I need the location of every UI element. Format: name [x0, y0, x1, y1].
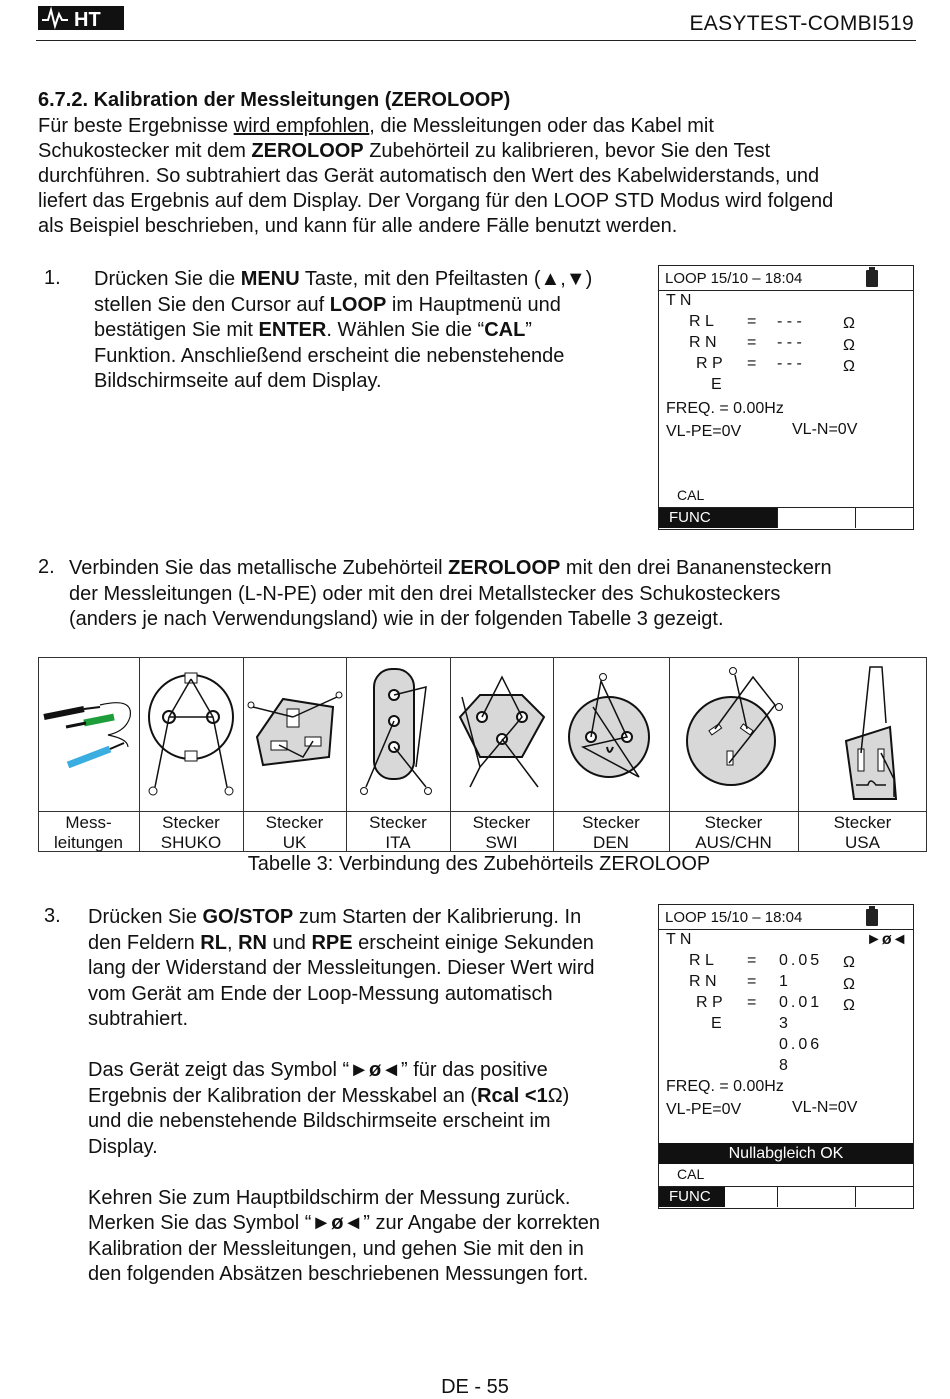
- intro-line-2: Schukostecker mit dem ZEROLOOP Zubehörteil zu kalibrieren, bevor Sie den Test: [38, 140, 771, 162]
- screen2-rn-label: R N: [689, 973, 717, 990]
- shuko-plug-image: [139, 657, 243, 807]
- step-1-text: Drücken Sie die MENU Taste, mit den Pfeiltasten (▲,▼) stellen Sie den Cursor auf LOOP im Hauptmenü und bestätigen Sie mit ENTER. Wählen Sie die “CAL” Funktion. Anschließend erscheint die nebenstehende Bildschirmseite auf dem Display.: [94, 268, 593, 392]
- func-key[interactable]: FUNC: [659, 508, 777, 528]
- header-rule: [36, 40, 916, 41]
- screen1-rpe-label: R P: [696, 355, 723, 372]
- step-2-number: 2.: [38, 556, 55, 578]
- screen2-vlpe: VL-PE=0V: [666, 1101, 742, 1118]
- cap-aus-chn: Stecker AUS/CHN: [695, 813, 772, 852]
- screen1-header: LOOP 15/10 – 18:04: [665, 270, 803, 287]
- intro-paragraph: [38, 114, 920, 239]
- lcd-screen-2: LOOP 15/10 – 18:04 T N ►ø◄ R L = 0.05 Ω R N = 1 Ω R P = 0.01 Ω E 3 0.06 8 FREQ. = 0.00Hz VL-PE=0V VL-N=0V Nullabgleich OK CAL FUNC: [658, 904, 914, 1209]
- ohm-symbol: Ω: [843, 337, 855, 354]
- screen1-rn-value: - - -: [777, 334, 802, 351]
- screen1-header-rule: [659, 290, 913, 291]
- test-leads-image: [38, 657, 138, 807]
- cap-messleitungen: Mess- leitungen: [53, 813, 123, 852]
- uk-plug-image: [243, 657, 346, 807]
- calibration-ok-banner: Nullabgleich OK: [659, 1143, 913, 1164]
- ohm-symbol: Ω: [843, 315, 855, 332]
- ohm-symbol: Ω: [843, 976, 855, 993]
- battery-icon: [866, 909, 878, 926]
- intro-text-1: Für beste Ergebnisse: [38, 115, 234, 137]
- cap-usa: Stecker USA: [833, 813, 892, 852]
- zero-symbol: ►ø◄: [349, 1059, 402, 1081]
- intro-line-5: als Beispiel beschrieben, und kann für alle andere Fälle benutzt werden.: [38, 215, 678, 237]
- table-caption: Tabelle 3: Verbindung des Zubehörteils ZEROLOOP: [247, 853, 711, 875]
- step-3-number: 3.: [44, 905, 61, 927]
- screen2-header-rule: [659, 929, 913, 930]
- screen1-func-row: [659, 507, 913, 528]
- screen2-freq: FREQ. = 0.00Hz: [666, 1078, 784, 1095]
- step-2-text: Verbinden Sie das metallische Zubehörteil ZEROLOOP mit den drei Bananensteckern der Messleitungen (L-N-PE) oder mit den drei Metallstecker des Schukosteckers (anders je nach Verwendungsland) wie in der folgenden Tabelle 3 gezeigt.: [69, 557, 832, 630]
- ohm-symbol: Ω: [843, 954, 855, 971]
- zeroloop-table: [38, 657, 927, 852]
- logo-text: HT: [74, 9, 101, 31]
- softkey-empty[interactable]: [777, 508, 856, 528]
- intro-line-1: [38, 114, 920, 139]
- battery-icon: [866, 270, 878, 287]
- cap-ita: Stecker ITA: [369, 813, 427, 852]
- step-1-number: 1.: [44, 267, 61, 289]
- zero-symbol-icon: ►ø◄: [866, 931, 908, 948]
- ohm-symbol: Ω: [843, 358, 855, 375]
- page-number: DE - 55: [441, 1376, 509, 1398]
- screen1-cal-label: CAL: [677, 487, 705, 503]
- cap-swi: Stecker SWI: [472, 813, 531, 852]
- aus-chn-plug-image: [669, 657, 798, 807]
- zeroloop-bold: ZEROLOOP: [251, 140, 364, 162]
- screen1-rn-label: R N: [689, 334, 717, 351]
- intro-underlined: wird empfohlen: [233, 115, 370, 137]
- softkey-divider: [855, 1187, 857, 1207]
- cap-den: Stecker DEN: [582, 813, 640, 852]
- screen2-vln: VL-N=0V: [792, 1099, 858, 1116]
- screen2-rpe-value: 0.01: [779, 994, 823, 1011]
- intro-line-4: liefert das Ergebnis auf dem Display. Der Vorgang für den LOOP STD Modus wird folgend: [38, 190, 834, 212]
- softkey-divider: [855, 508, 857, 528]
- screen1-vln: VL-N=0V: [792, 421, 858, 438]
- cap-shuko: Stecker SHUKO: [160, 813, 222, 852]
- screen1-vlpe: VL-PE=0V: [666, 423, 742, 440]
- screen1-freq: FREQ. = 0.00Hz: [666, 400, 784, 417]
- screen2-header: LOOP 15/10 – 18:04: [665, 909, 803, 926]
- usa-plug-image: [798, 657, 926, 807]
- screen2-tn: T N: [666, 931, 692, 948]
- screen1-rpe-value: - - -: [777, 355, 802, 372]
- cap-uk: Stecker UK: [265, 813, 324, 852]
- ita-plug-image: [346, 657, 450, 807]
- zero-symbol: ►ø◄: [311, 1212, 364, 1234]
- screen2-rpe-label: R P: [696, 994, 723, 1011]
- func-key[interactable]: FUNC: [659, 1187, 725, 1207]
- screen1-rl-label: R L: [689, 313, 714, 330]
- model-name: EASYTEST-COMBI519: [689, 12, 914, 35]
- screen1-tn: T N: [666, 292, 692, 309]
- screen1-rl-value: - - -: [777, 313, 802, 330]
- intro-text-2: , die Messleitungen oder das Kabel mit: [369, 115, 714, 137]
- screen2-rn-value: 1: [779, 973, 788, 990]
- screen2-cal-label: CAL: [677, 1166, 705, 1182]
- lcd-screen-1: LOOP 15/10 – 18:04 T N R L = - - - Ω R N = - - - Ω R P = - - - Ω E FREQ. = 0.00Hz VL-PE=0V VL-N=0V CAL FUNC: [658, 265, 914, 530]
- section-title: 6.7.2. Kalibration der Messleitungen (ZEROLOOP): [38, 89, 511, 111]
- ohm-symbol: Ω: [843, 997, 855, 1014]
- softkey-empty[interactable]: [777, 1187, 856, 1207]
- step-3-text: Drücken Sie GO/STOP zum Starten der Kalibrierung. In den Feldern RL, RN und RPE erscheint einige Sekunden lang der Widerstand der Messleitungen. Dieser Wert wird vom Gerät am Ende der Loop-Messung automatisch subtrahiert. Das Gerät zeigt das Symbol “►ø◄” für das positive Ergebnis der Kalibration der Messkabel an (Rcal <1Ω) und die nebenstehende Bildschirmseite erscheint im Display. Kehren Sie zum Hauptbildschirm der Messung zurück. Merken Sie das Symbol “►ø◄” zur Angabe der korrekten Kalibration der Messleitungen, und gehen Sie mit den in den folgenden Absätzen beschriebenen Messungen fort.: [88, 906, 601, 1285]
- intro-line-3: durchführen. So subtrahiert das Gerät automatisch den Wert des Kabelwiderstands, und: [38, 165, 820, 187]
- swi-plug-image: [450, 657, 553, 807]
- screen2-rl-value: 0.05: [779, 952, 823, 969]
- screen2-func-row: [659, 1186, 913, 1207]
- screen2-rl-label: R L: [689, 952, 714, 969]
- ht-logo: [38, 4, 124, 32]
- den-plug-image: [553, 657, 669, 807]
